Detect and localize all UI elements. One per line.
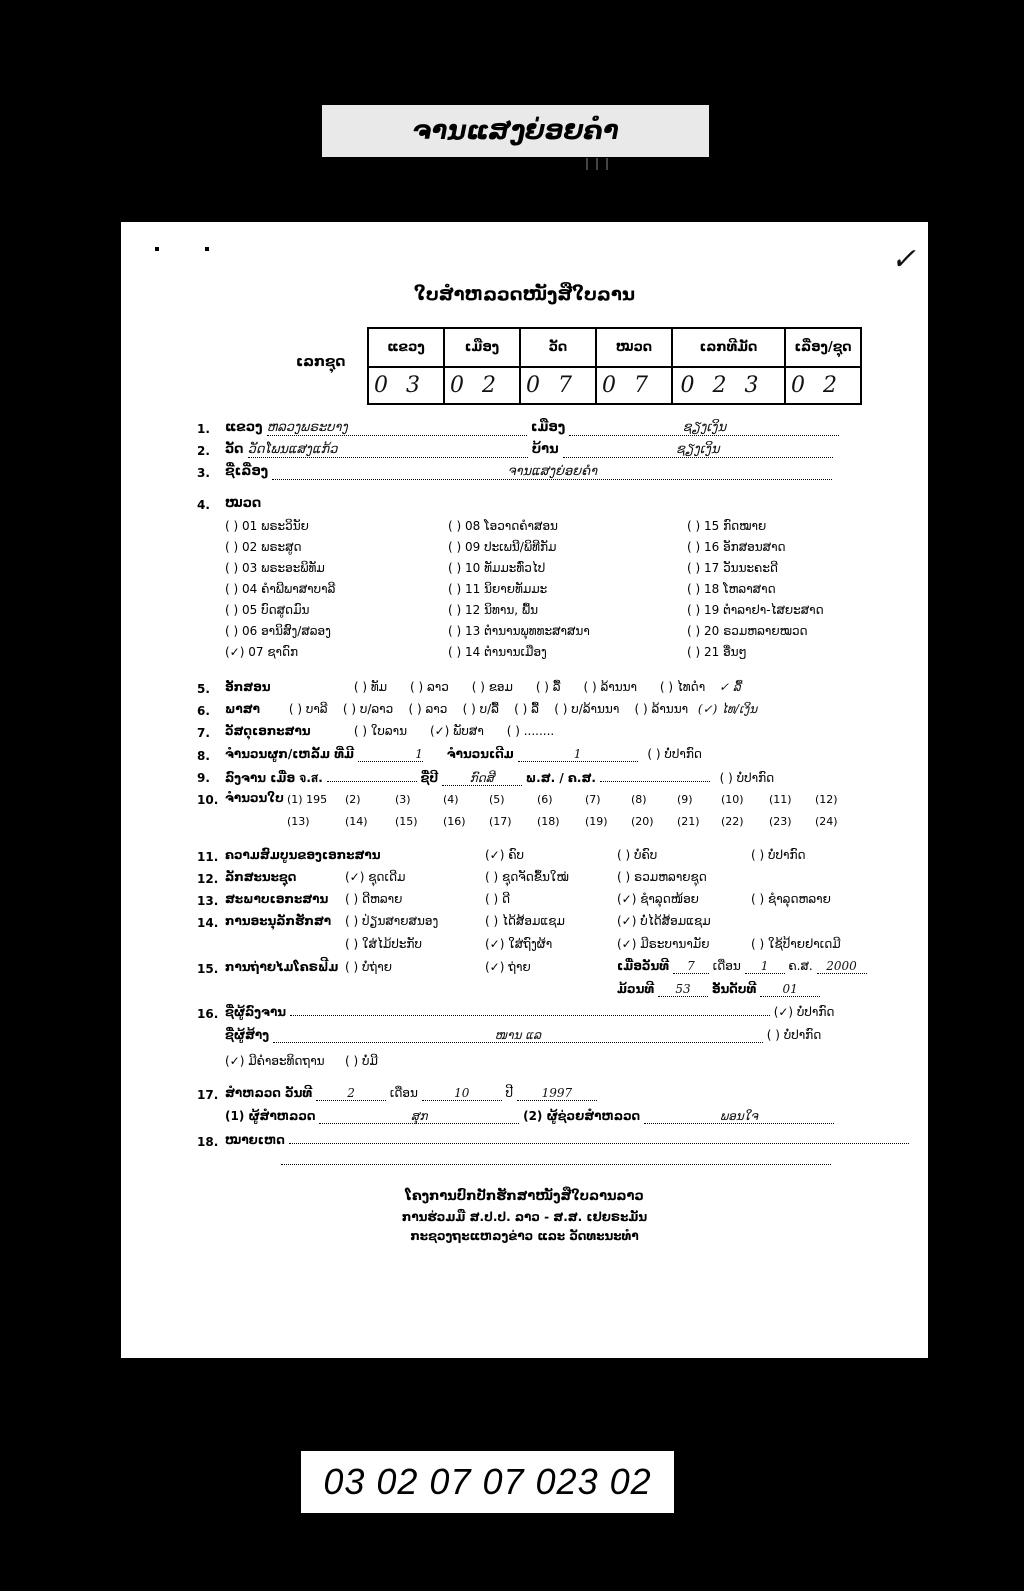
field-label: ສຳຫລວດ ວັນທີ — [225, 1086, 313, 1100]
category-option: ( ) 19 ຕຳລາຢາ-ໄສຍະສາດ — [687, 603, 824, 617]
code-table — [367, 327, 862, 405]
leaf-count: (22) — [721, 815, 744, 828]
leaf-count: (12) — [815, 793, 838, 806]
surveyor-value: ສຸກ — [319, 1109, 519, 1124]
code-header: ໝວດ — [596, 328, 672, 367]
leaf-count: (4) — [443, 793, 459, 806]
set-option: ( ) ຣວມຫລາຍຊຸດ — [617, 870, 707, 884]
not-shown-option: (✓) ບໍ່ປາກົດ — [773, 1005, 835, 1019]
leaf-count: (10) — [721, 793, 744, 806]
microfilm-option: ( ) ບໍ່ຖ່າຍ — [345, 960, 392, 974]
leaf-count: (16) — [443, 815, 466, 828]
field-number: 7. — [197, 726, 210, 740]
field-number: 16. — [197, 1007, 219, 1021]
footer-line: ກະຊວງຖະແຫລງຂ່າວ ແລະ ວັດທະນະທຳ — [410, 1229, 639, 1243]
code-digits: 02 — [785, 367, 861, 404]
leaf-count: (7) — [585, 793, 601, 806]
field-label: ອັກສອນ — [225, 680, 271, 694]
language-extra: (✓) ໄທ/ເງິນ — [697, 702, 758, 716]
province-value: ຫລວງພຣະບາງ — [267, 420, 527, 436]
conservation-option: ( ) ປ່ຽນສາຍສນອງ — [345, 914, 439, 928]
field-number: 5. — [197, 682, 210, 696]
leaf-count: (8) — [631, 793, 647, 806]
leaf-count: (5) — [489, 793, 505, 806]
leaf-count: (21) — [677, 815, 700, 828]
completeness-option: ( ) ບໍ່ປາກົດ — [751, 848, 806, 862]
conservation-option: ( ) ໄດ້ສ້ອມແຊມ — [485, 914, 565, 928]
script-options: ( ) ທັມ ( ) ລາວ ( ) ຂອມ ( ) ລື້ ( ) ລ້ານນາ ( ) ໄທດຳ — [353, 680, 706, 694]
header-label: ຈານແສງຍ່ອຍຄຳ — [322, 105, 709, 157]
leaf-count: (14) — [345, 815, 368, 828]
category-option: (✓) 07 ຊາດົກ — [225, 645, 299, 659]
field-label: ການອະນຸລັກຮັກສາ — [225, 914, 332, 928]
field-label: ອັນດັບທີ — [711, 982, 757, 996]
film-year: 2000 — [817, 959, 867, 974]
original-count: 1 — [518, 747, 638, 762]
not-shown-option: ( ) ບໍ່ປາກົດ — [766, 1028, 822, 1042]
field-number: 8. — [197, 749, 210, 763]
code-header: ເລກທີມັດ — [672, 328, 785, 367]
form-page — [121, 222, 928, 1358]
field-label: ວັດ — [225, 442, 244, 457]
field-label: ແຂວງ — [225, 420, 263, 435]
field-label: ສະພາບເອກະສານ — [225, 892, 329, 906]
field-number: 4. — [197, 498, 210, 512]
leaf-count: (2) — [345, 793, 361, 806]
code-digits: 023 — [672, 367, 785, 404]
category-option: ( ) 06 ອານິສົງ/ສລອງ — [225, 624, 331, 638]
completeness-option: ( ) ບໍ່ຄົບ — [617, 848, 658, 862]
set-option: (✓) ຊຸດເດີມ — [345, 870, 406, 884]
condition-option: ( ) ຊຳລຸດຫລາຍ — [751, 892, 831, 906]
footer-line: ການຮ່ວມມື ສ.ປ.ປ. ລາວ - ສ.ສ. ເຢຍຣະມັນ — [401, 1210, 648, 1224]
condition-option: ( ) ດີຫລາຍ — [345, 892, 403, 906]
leaf-count: (9) — [677, 793, 693, 806]
survey-year: 1997 — [517, 1086, 597, 1101]
form-title: ໃບສຳຫລວດໜັງສືໃບລານ — [414, 284, 635, 305]
category-option: ( ) 14 ຕຳນານເມືອງ — [448, 645, 547, 659]
field-label: ບ້ານ — [531, 442, 559, 457]
category-option: ( ) 18 ໂຫລາສາດ — [687, 582, 776, 596]
field-number: 13. — [197, 894, 219, 908]
condition-option: (✓) ຊຳລຸດໜ້ອຍ — [617, 892, 699, 906]
field-label: (2) ຜູ້ຊ່ວຍສຳຫລວດ — [523, 1109, 641, 1123]
conservation-option: ( ) ໃຊ້ປ້າຍຢາເດມີ — [751, 937, 841, 951]
category-option: ( ) 09 ປະເພນີ/ພິທີກັມ — [448, 540, 557, 554]
category-option: ( ) 16 ອັກສອນສາດ — [687, 540, 786, 554]
field-number: 12. — [197, 872, 219, 886]
field-label: ວັສດຸເອກະສານ — [225, 724, 311, 738]
leaf-count: (24) — [815, 815, 838, 828]
field-label: (1) ຜູ້ສຳຫລວດ — [225, 1109, 316, 1123]
temple-value: ວັດໂພນແສງແກ້ວ — [248, 442, 528, 458]
category-option: ( ) 11 ນິຍາຍທັມມະ — [448, 582, 548, 596]
leaf-count: (11) — [769, 793, 792, 806]
code-digits: 07 — [520, 367, 596, 404]
category-option: ( ) 04 ຄຳພີພາສາບາລີ — [225, 582, 336, 596]
remarks-line — [281, 1164, 831, 1165]
tick-marks — [582, 158, 612, 170]
field-label: ລັກສະນະຊຸດ — [225, 870, 297, 884]
script-extra: ✓ ລື້ — [718, 680, 741, 694]
field-label: ການຖ່າຍໄມໂຄຣຟີມ — [225, 960, 339, 974]
condition-option: ( ) ດີ — [485, 892, 511, 906]
punch-dot — [155, 247, 159, 251]
category-option: ( ) 13 ຕຳນານພຸທທະສາສນາ — [448, 624, 590, 638]
creator-value: ໜານ ແລ — [273, 1028, 763, 1043]
leaf-count: (20) — [631, 815, 654, 828]
field-number: 17. — [197, 1088, 219, 1102]
leaf-count: (23) — [769, 815, 792, 828]
field-number: 10. — [197, 793, 219, 807]
category-option: ( ) 15 ກົດໝາຍ — [687, 519, 767, 533]
set-option: ( ) ຊຸດຈັດຂຶ້ນໃໝ່ — [485, 870, 569, 884]
field-label: ຊື່ປີ — [420, 771, 439, 785]
year-name-value: ກົດສີ — [442, 771, 522, 786]
field-label: ເດືອນ — [712, 959, 741, 973]
field-number: 15. — [197, 962, 219, 976]
field-label: ຄວາມສົມບູນຂອງເອກະສານ — [225, 848, 381, 862]
village-value: ຊຽງເງິນ — [563, 442, 833, 458]
field-label: ເມື່ອວັນທີ — [617, 959, 670, 973]
leaf-count: (15) — [395, 815, 418, 828]
code-header: ເມືອງ — [444, 328, 520, 367]
leaf-count: (1) 195 — [287, 793, 328, 806]
microfilm-option: (✓) ຖ່າຍ — [485, 960, 531, 974]
bundle-count: 1 — [358, 747, 423, 762]
field-label: ຈຳນວນເດີມ — [446, 747, 514, 761]
film-day: 7 — [673, 959, 709, 974]
category-option: ( ) 05 ບົດສູດມົນ — [225, 603, 310, 617]
category-option: ( ) 01 ພຣະວິນັຍ — [225, 519, 309, 533]
category-option: ( ) 21 ອື່ນໆ — [687, 645, 747, 659]
field-number: 6. — [197, 704, 210, 718]
code-digits: 07 — [596, 367, 672, 404]
leaf-count: (18) — [537, 815, 560, 828]
survey-month: 10 — [422, 1086, 502, 1101]
order-number: 01 — [760, 982, 820, 997]
category-option: ( ) 17 ວັນນະຄະດີ — [687, 561, 778, 575]
code-digits: 03 — [368, 367, 444, 404]
film-month: 1 — [745, 959, 785, 974]
language-options: ( ) ບາລີ ( ) ບ/ລາວ ( ) ລາວ ( ) ບ/ລື້ ( ) ລື້ ( ) ບ/ລ້ານນາ ( ) ລ້ານນາ — [288, 702, 689, 716]
field-label: ຊື່ຜູ້ລົງຈານ — [225, 1005, 287, 1019]
survey-day: 2 — [316, 1086, 386, 1101]
field-label: ໝາຍເຫດ — [225, 1133, 285, 1147]
field-label: ເດືອນ — [389, 1086, 418, 1100]
dedication-option: ( ) ບໍ່ມີ — [345, 1054, 378, 1068]
field-label: ຄ.ສ. — [788, 959, 813, 973]
category-option: ( ) 08 ໂອວາດຄຳສອນ — [448, 519, 558, 533]
field-label: ພ.ສ. / ຄ.ສ. — [525, 771, 596, 785]
leaf-count: (17) — [489, 815, 512, 828]
not-shown-option: ( ) ບໍ່ປາກົດ — [719, 771, 775, 785]
conservation-option: (✓) ໃສ່ຖົງຜ້າ — [485, 937, 553, 951]
not-shown-option: ( ) ບໍ່ປາກົດ — [647, 747, 702, 761]
field-label: ພາສາ — [225, 702, 260, 716]
code-header: ແຂວງ — [368, 328, 444, 367]
field-label: ໝວດ — [225, 496, 262, 511]
field-number: 14. — [197, 916, 219, 930]
leaf-count: (13) — [287, 815, 310, 828]
field-label: ຈຳນວນຜູກ/ເຫລັ້ມ ທີ່ມີ — [225, 747, 355, 761]
leaf-count: (19) — [585, 815, 608, 828]
code-header: ວັດ — [520, 328, 596, 367]
field-label: ຊື່ຜູ້ສ້າງ — [225, 1028, 270, 1042]
field-number: 3. — [197, 466, 210, 480]
field-number: 1. — [197, 422, 210, 436]
field-number: 18. — [197, 1135, 219, 1149]
reel-number: 53 — [658, 982, 708, 997]
conservation-option: (✓) ບໍ່ໄດ້ສ້ອມແຊມ — [617, 914, 711, 928]
conservation-option: ( ) ໃສ່ໄມ້ປະກັບ — [345, 937, 422, 951]
field-label: ຊື່ເລື່ອງ — [225, 464, 269, 479]
category-option: ( ) 12 ນິທານ, ພື້ນ — [448, 603, 538, 617]
footer-line: ໂຄງການປົກປັກຮັກສາໜັງສືໃບລານລາວ — [405, 1189, 644, 1204]
code-header: ເລື່ອງ/ຊຸດ — [785, 328, 861, 367]
material-options: ( ) ໃບລານ (✓) ພັບສາ ( ) ........ — [353, 724, 555, 738]
field-label: ປີ — [505, 1086, 514, 1100]
punch-dot — [205, 247, 209, 251]
bottom-code-label: 03 02 07 07 023 02 — [301, 1451, 674, 1513]
dedication-option: (✓) ມີຄຳອະທິດຖານ — [225, 1054, 325, 1068]
field-label: ມ້ວນທີ — [617, 982, 655, 996]
category-option: ( ) 03 ພຣະອະພິທັມ — [225, 561, 325, 575]
field-label: ຈຳນວນໃບ — [225, 791, 284, 805]
leaf-count: (3) — [395, 793, 411, 806]
field-number: 11. — [197, 850, 219, 864]
code-digits: 02 — [444, 367, 520, 404]
assistant-value: ພອນໃຈ — [644, 1109, 834, 1124]
field-number: 2. — [197, 444, 210, 458]
category-option: ( ) 10 ທັມມະທົ່ວໄປ — [448, 561, 546, 575]
corner-checkmark: ✓ — [890, 242, 916, 277]
category-option: ( ) 20 ຣວມຫລາຍໝວດ — [687, 624, 808, 638]
field-label: ເມືອງ — [530, 420, 566, 435]
leaf-count: (6) — [537, 793, 553, 806]
conservation-option: (✓) ມີຣະບານາມັຍ — [617, 937, 710, 951]
field-number: 9. — [197, 771, 210, 785]
title-value: ຈານແສງຍ່ອຍຄຳ — [272, 464, 832, 480]
code-label: ເລກຊຸດ — [296, 354, 346, 370]
district-value: ຊຽງເງິນ — [569, 420, 839, 436]
completeness-option: (✓) ຄົບ — [485, 848, 524, 862]
field-label: ລົງຈານ ເມື່ອ จ.ส. — [225, 771, 323, 785]
category-option: ( ) 02 ພຣະສູດ — [225, 540, 302, 554]
